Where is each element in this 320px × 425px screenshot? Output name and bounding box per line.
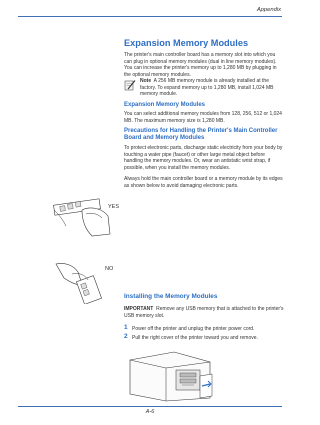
header-rule: [18, 16, 282, 17]
figure-no-label: NO: [105, 266, 114, 272]
footer-rule: [18, 406, 282, 407]
precautions-text-1: To protect electronic parts, discharge static electricity from your body by touching a water pipe (faucet) or other large metal object before handling the memory modules. Or, wear an antistatic wrist strap, if possible, when you install the memory modules.: [124, 145, 283, 171]
precautions-text-2: Always hold the main controller board or a memory module by its edges as shown below to avoid damaging electronic parts.: [124, 176, 283, 189]
modules-text: You can select additional memory modules from 128, 256, 512 or 1,024 MB. The maximum memory size is 1,280 MB.: [124, 111, 282, 124]
page-header: [0, 0, 300, 20]
note-label: Note: [140, 78, 152, 84]
figure-yes-hand-holding-module: [52, 192, 122, 238]
note-pencil-icon: [124, 78, 136, 90]
modules-heading: Expansion Memory Modules: [124, 102, 206, 108]
important-text: Remove any USB memory that is attached to the printer's USB memory slot.: [124, 306, 284, 319]
note-text: A 256 MB memory module is already installed at the factory. To expand memory up to 1,280 MB, install 1,024 MB memory module.: [140, 78, 274, 98]
installing-heading: Installing the Memory Modules: [124, 293, 218, 300]
important-paragraph: [124, 306, 284, 319]
page-number: A-6: [145, 409, 155, 415]
section-title: Expansion Memory Modules: [124, 38, 249, 48]
step-number: 1: [124, 324, 128, 331]
step-text: Pull the right cover of the printer toward you and remove.: [132, 335, 258, 341]
step-text: Power off the printer and unplug the printer power cord.: [132, 326, 255, 332]
intro-paragraph: The printer's main controller board has a memory slot into which you can plug in optional memory modules (dual in line memory modules). You can increase the printer's memory up to 1,280 MB by plugging in the optional memory modules.: [124, 52, 277, 78]
precautions-heading: Precautions for Handling the Printer's Main Controller Board and Memory Modules: [124, 128, 278, 142]
figure-yes-label: YES: [108, 204, 120, 210]
printer-right-cover-illustration: [124, 346, 214, 402]
header-title: Appendix: [256, 7, 281, 13]
note-box: [124, 78, 284, 100]
important-label: IMPORTANT: [124, 306, 154, 312]
step-number: 2: [124, 333, 128, 340]
figure-no-hand-touching-chips: [52, 250, 122, 304]
